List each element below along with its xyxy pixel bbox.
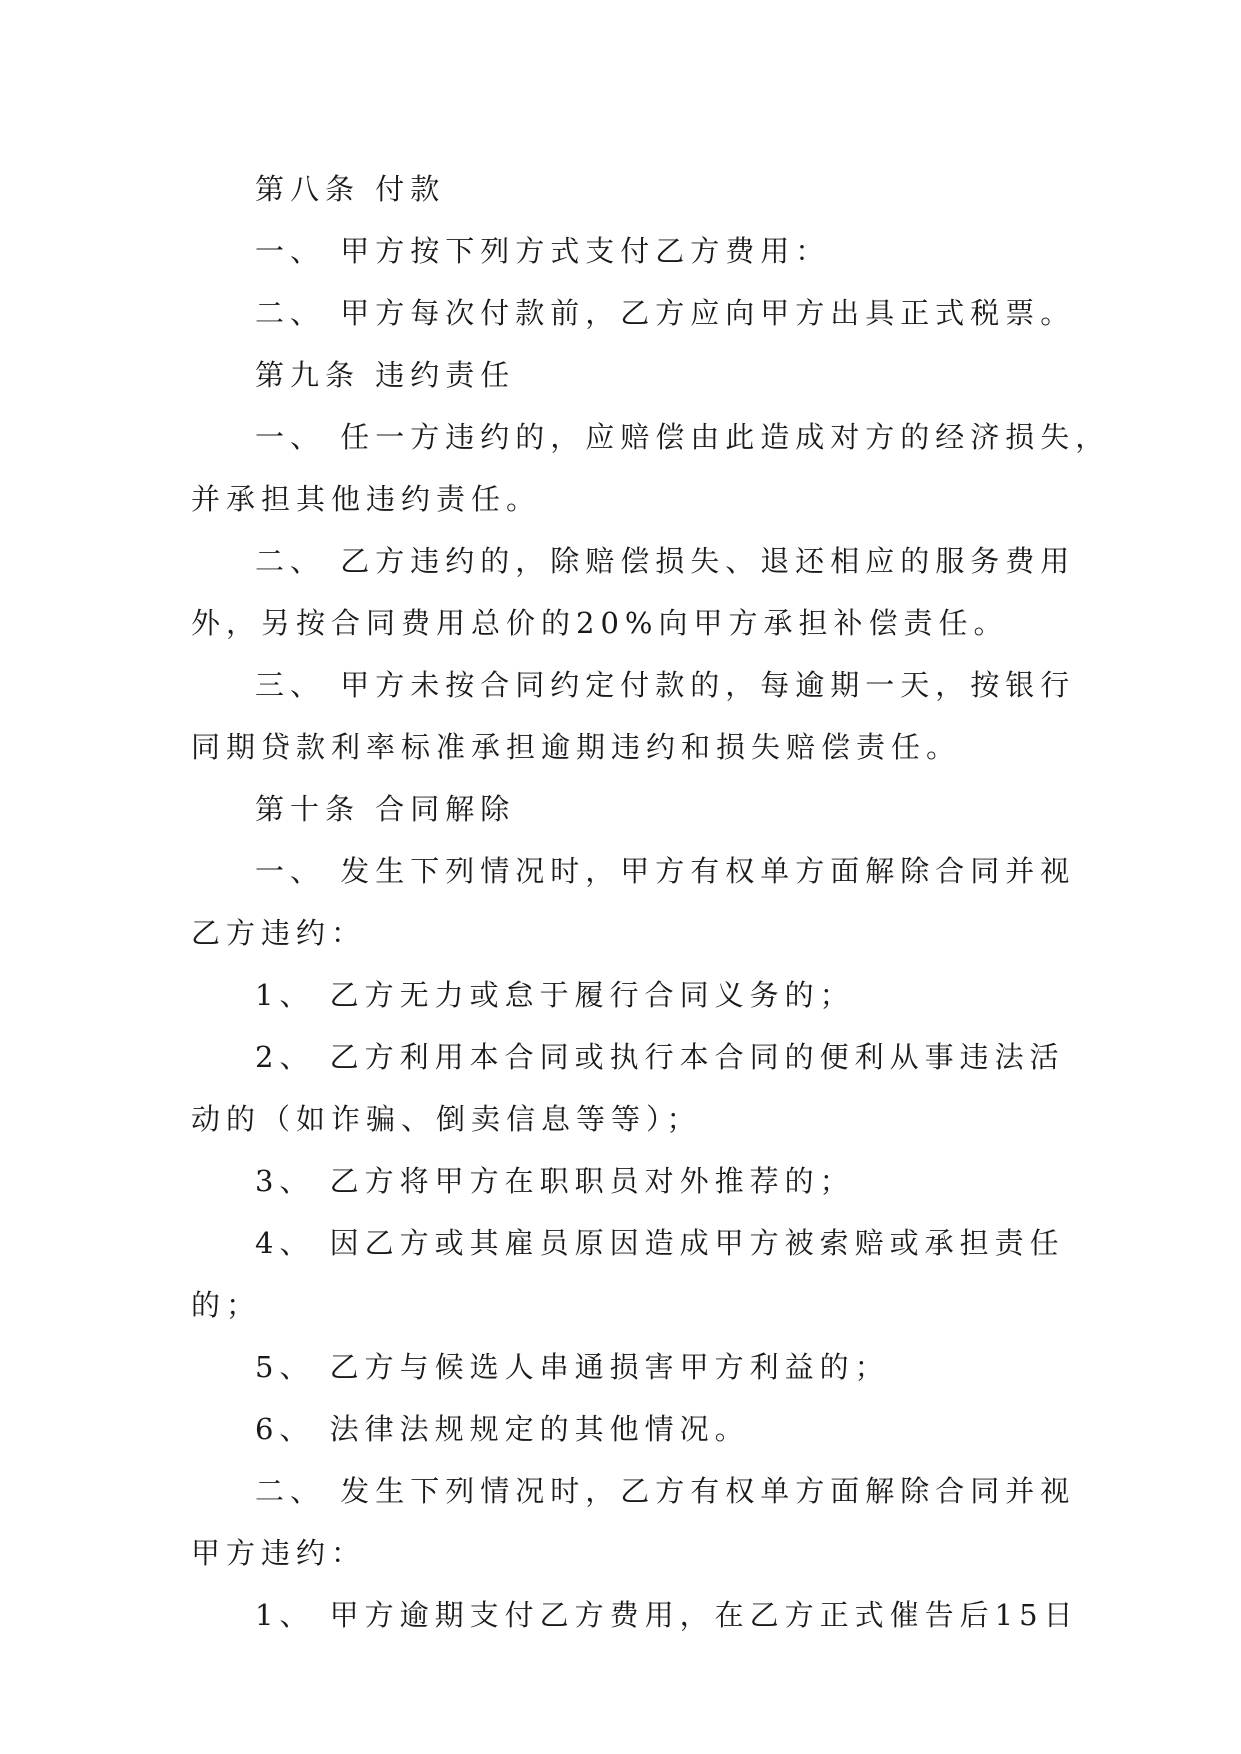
- text-line: 4、 因乙方或其雇员原因造成甲方被索赔或承担责任: [255, 1226, 1065, 1260]
- text-line: 第十条 合同解除: [255, 792, 516, 826]
- text-line: 一、 甲方按下列方式支付乙方费用：: [255, 234, 831, 268]
- text-line: 并承担其他违约责任。: [191, 482, 542, 516]
- text-line: 2、 乙方利用本合同或执行本合同的便利从事违法活: [255, 1040, 1065, 1074]
- text-line: 外，另按合同费用总价的20%向甲方承担补偿责任。: [191, 606, 1009, 640]
- text-line: 三、 甲方未按合同约定付款的，每逾期一天，按银行: [255, 668, 1076, 702]
- text-line: 甲方违约：: [191, 1536, 367, 1570]
- text-line: 6、 法律法规规定的其他情况。: [255, 1412, 750, 1446]
- text-line: 同期贷款利率标准承担逾期违约和损失赔偿责任。: [191, 730, 962, 764]
- text-line: 第八条 付款: [255, 172, 446, 206]
- text-line: 1、 乙方无力或怠于履行合同义务的；: [255, 978, 855, 1012]
- text-line: 第九条 违约责任: [255, 358, 516, 392]
- text-line: 一、 任一方违约的，应赔偿由此造成对方的经济损失，: [255, 420, 1111, 454]
- text-line: 的；: [191, 1288, 262, 1322]
- text-line: 一、 发生下列情况时，甲方有权单方面解除合同并视: [255, 854, 1076, 888]
- text-line: 1、 甲方逾期支付乙方费用，在乙方正式催告后15日: [255, 1598, 1079, 1632]
- text-line: 动的（如诈骗、倒卖信息等等）；: [191, 1102, 702, 1136]
- text-line: 二、 乙方违约的，除赔偿损失、退还相应的服务费用: [255, 544, 1076, 578]
- text-line: 二、 发生下列情况时，乙方有权单方面解除合同并视: [255, 1474, 1076, 1508]
- text-line: 乙方违约：: [191, 916, 367, 950]
- contract-text: [191, 158, 1111, 1646]
- text-line: 5、 乙方与候选人串通损害甲方利益的；: [255, 1350, 890, 1384]
- text-line: 3、 乙方将甲方在职职员对外推荐的；: [255, 1164, 855, 1198]
- text-line: 二、 甲方每次付款前，乙方应向甲方出具正式税票。: [255, 296, 1076, 330]
